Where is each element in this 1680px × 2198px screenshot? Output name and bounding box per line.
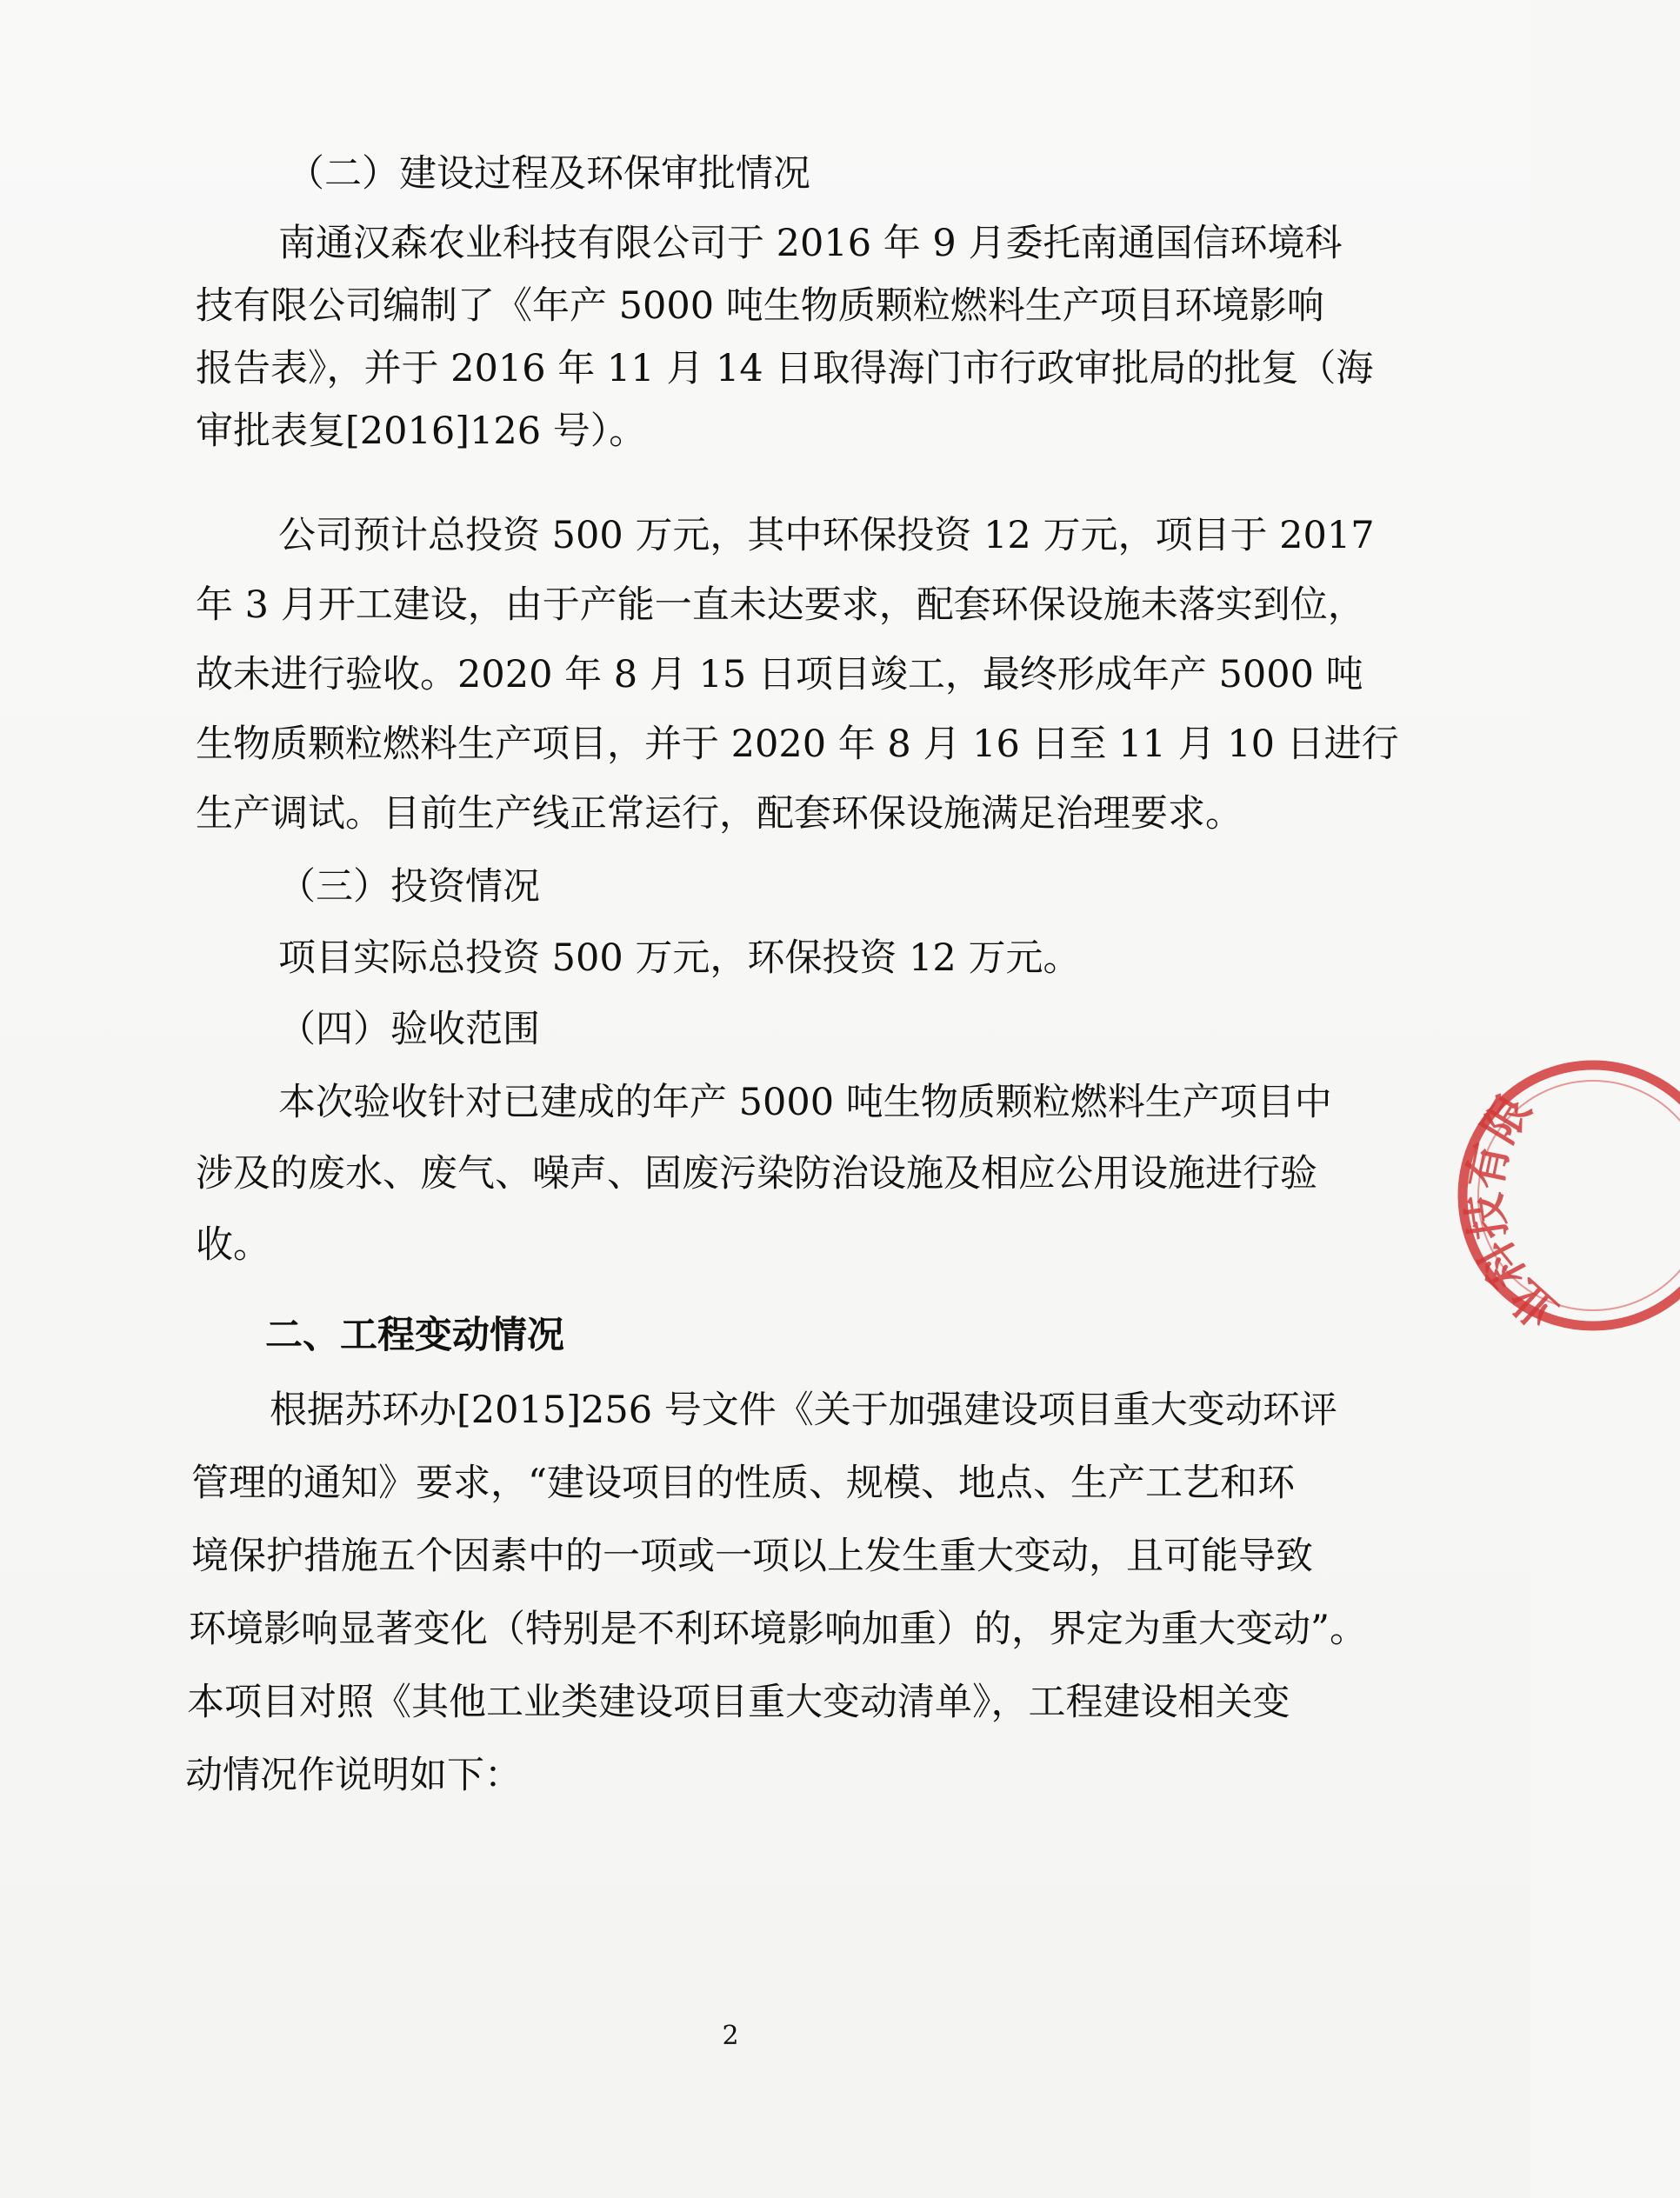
paragraph-line: 南通汉森农业科技有限公司于 2016 年 9 月委托南通国信环境科 [278, 222, 1343, 265]
paragraph-line: 境保护措施五个因素中的一项或一项以上发生重大变动，且可能导致 [191, 1535, 1313, 1578]
paragraph-line: 生物质颗粒燃料生产项目，并于 2020 年 8 月 16 日至 11 月 10 日进行 [196, 723, 1399, 766]
paragraph-line: 本次验收针对已建成的年产 5000 吨生物质颗粒燃料生产项目中 [278, 1081, 1332, 1124]
company-seal-stamp [1454, 1056, 1680, 1343]
chapter-heading-changes: 二、工程变动情况 [265, 1314, 564, 1357]
paragraph-line: 涉及的废水、废气、噪声、固废污染防治设施及相应公用设施进行验 [196, 1152, 1317, 1196]
paragraph-line: 审批表复[2016]126 号）。 [196, 410, 647, 453]
paragraph-line: 故未进行验收。2020 年 8 月 15 日项目竣工，最终形成年产 5000 吨 [196, 653, 1363, 696]
page-number: 2 [722, 2021, 739, 2051]
paragraph-line: 报告表》，并于 2016 年 11 月 14 日取得海门市行政审批局的批复（海 [196, 347, 1374, 390]
paragraph-line: 根据苏环办[2015]256 号文件《关于加强建设项目重大变动环评 [270, 1389, 1337, 1432]
svg-text:业科技有限 [1458, 1087, 1568, 1338]
paragraph-line: 技有限公司编制了《年产 5000 吨生物质颗粒燃料生产项目环境影响 [196, 284, 1324, 328]
paragraph-line: 收。 [196, 1223, 270, 1267]
paragraph-line: 本项目对照《其他工业类建设项目重大变动清单》，工程建设相关变 [187, 1681, 1290, 1724]
paragraph-line: 项目实际总投资 500 万元，环保投资 12 万元。 [278, 936, 1081, 980]
paragraph-line: 管理的通知》要求，“建设项目的性质、规模、地点、生产工艺和环 [191, 1462, 1295, 1505]
seal-text: 业科技有限 [1458, 1086, 1569, 1338]
section-heading-construction: （二）建设过程及环保审批情况 [287, 152, 810, 196]
paragraph-line: 动情况作说明如下： [185, 1754, 522, 1797]
section-heading-scope: （四）验收范围 [278, 1008, 540, 1051]
paragraph-line: 生产调试。目前生产线正常运行，配套环保设施满足治理要求。 [196, 792, 1243, 836]
paragraph-line: 年 3 月开工建设，由于产能一直未达要求，配套环保设施未落实到位， [196, 583, 1365, 627]
section-heading-investment: （三）投资情况 [278, 865, 540, 909]
paragraph-line: 公司预计总投资 500 万元，其中环保投资 12 万元，项目于 2017 [278, 514, 1375, 557]
paragraph-line: 环境影响显著变化（特别是不利环境影响加重）的，界定为重大变动”。 [189, 1608, 1367, 1651]
